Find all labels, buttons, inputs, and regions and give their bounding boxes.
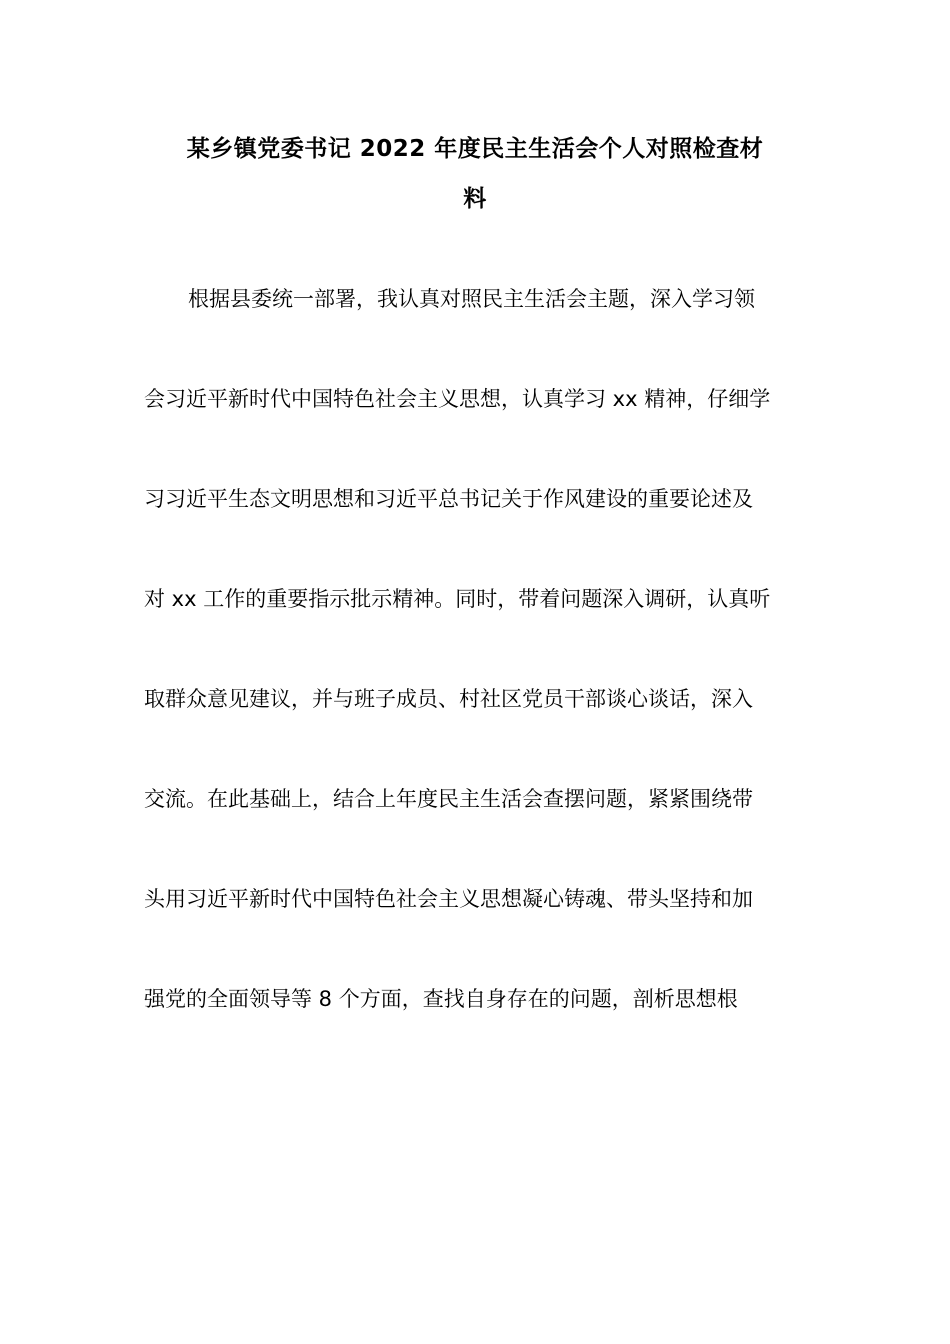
body-line-4: 对 xx 工作的重要指示批示精神。同时，带着问题深入调研，认真听	[144, 587, 771, 611]
body-line-6: 交流。在此基础上，结合上年度民主生活会查摆问题，紧紧围绕带	[144, 787, 753, 811]
body-line-5: 取群众意见建议，并与班子成员、村社区党员干部谈心谈话，深入	[144, 687, 753, 711]
body-line-8: 强党的全面领导等 8 个方面，查找自身存在的问题，剖析思想根	[144, 987, 738, 1011]
body-line-3: 习习近平生态文明思想和习近平总书记关于作风建设的重要论述及	[144, 487, 753, 511]
body-line-1: 根据县委统一部署，我认真对照民主生活会主题，深入学习领	[188, 287, 755, 311]
body-line-2: 会习近平新时代中国特色社会主义思想，认真学习 xx 精神，仔细学	[144, 387, 771, 411]
body-line-7: 头用习近平新时代中国特色社会主义思想凝心铸魂、带头坚持和加	[144, 887, 753, 911]
document-title-line-1: 某乡镇党委书记 2022 年度民主生活会个人对照检查材	[186, 136, 764, 162]
document-title-line-2: 料	[463, 186, 487, 212]
